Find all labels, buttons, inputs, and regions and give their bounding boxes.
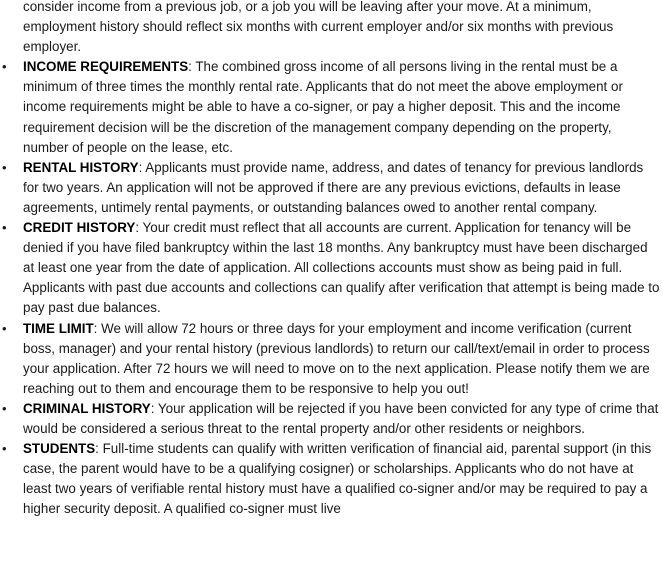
item-term: STUDENTS <box>23 441 96 457</box>
item-term: INCOME REQUIREMENTS <box>23 59 189 75</box>
item-separator: : <box>95 441 103 457</box>
requirements-list <box>0 57 662 519</box>
item-text: We will allow 72 hours or three days for your employment and income verification (current boss, manager) and your rental history (previous landlords) to return our call/text/email in order to process your application. After 72 hours we will need to move on to the next application. Please notify them we are reaching out to them and encourage them to be responsive to help you out! <box>23 320 650 396</box>
item-term: CRIMINAL HISTORY <box>23 400 151 416</box>
list-item-credit-history <box>0 218 662 318</box>
intro-paragraph: consider income from a previous job, or a job you will be leaving after your move. At a minimum, employment history should reflect six months with current employer and/or six months with previous employer. <box>23 0 614 55</box>
item-separator: : <box>150 400 158 416</box>
list-item-income-requirements <box>0 57 662 157</box>
bullet-icon: • <box>2 220 7 236</box>
bullet-icon: • <box>2 441 7 457</box>
bullet-icon: • <box>2 59 7 75</box>
item-separator: : <box>188 59 196 75</box>
bullet-icon: • <box>2 400 7 416</box>
item-text: Full-time students can qualify with written verification of financial aid, parental support (in this case, the parent would have to be a qualifying cosigner) or scholarships. Applicants who do not have at least two years of verifiable rental history must have a qualified co-signer and/or may be required to pay a higher security deposit. A qualified co-signer must live <box>23 441 652 517</box>
item-separator: : <box>138 159 146 175</box>
list-item-criminal-history <box>0 399 662 439</box>
item-term: TIME LIMIT <box>23 320 94 336</box>
item-text: Your credit must reflect that all accounts are current. Application for tenancy will be denied if you have filed bankruptcy within the last 18 months. Any bankruptcy must have been discharged at least one year from the date of application. All collections accounts must show as being paid in full. Applicants with past due accounts and collections can qualify after verification that attempt is being made to pay past due balances. <box>23 220 660 316</box>
item-text: The combined gross income of all persons living in the rental must be a minimum of three times the monthly rental rate. Applicants that do not meet the above employment or income requirements might be able to have a co-signer, or pay a higher deposit. This and the income requirement decision will be the discretion of the management company depending on the property, number of people on the lease, etc. <box>23 59 623 155</box>
bullet-icon: • <box>2 159 7 175</box>
list-item-time-limit <box>0 319 662 399</box>
item-text: Applicants must provide name, address, and dates of tenancy for previous landlords for two years. An application will not be approved if there are any previous evictions, defaults in lease agreements, untimely rental payments, or outstanding balances owed to another rental company. <box>23 159 644 215</box>
list-item-students <box>0 439 662 519</box>
item-term: CREDIT HISTORY <box>23 220 136 236</box>
item-term: RENTAL HISTORY <box>23 159 139 175</box>
list-item-rental-history <box>0 158 662 218</box>
bullet-icon: • <box>2 320 7 336</box>
item-text: Your application will be rejected if you have been convicted for any type of crime that would be considered a serious threat to the rental property and/or other residents or neighbors. <box>23 400 659 436</box>
item-separator: : <box>135 220 143 236</box>
item-separator: : <box>93 320 102 336</box>
